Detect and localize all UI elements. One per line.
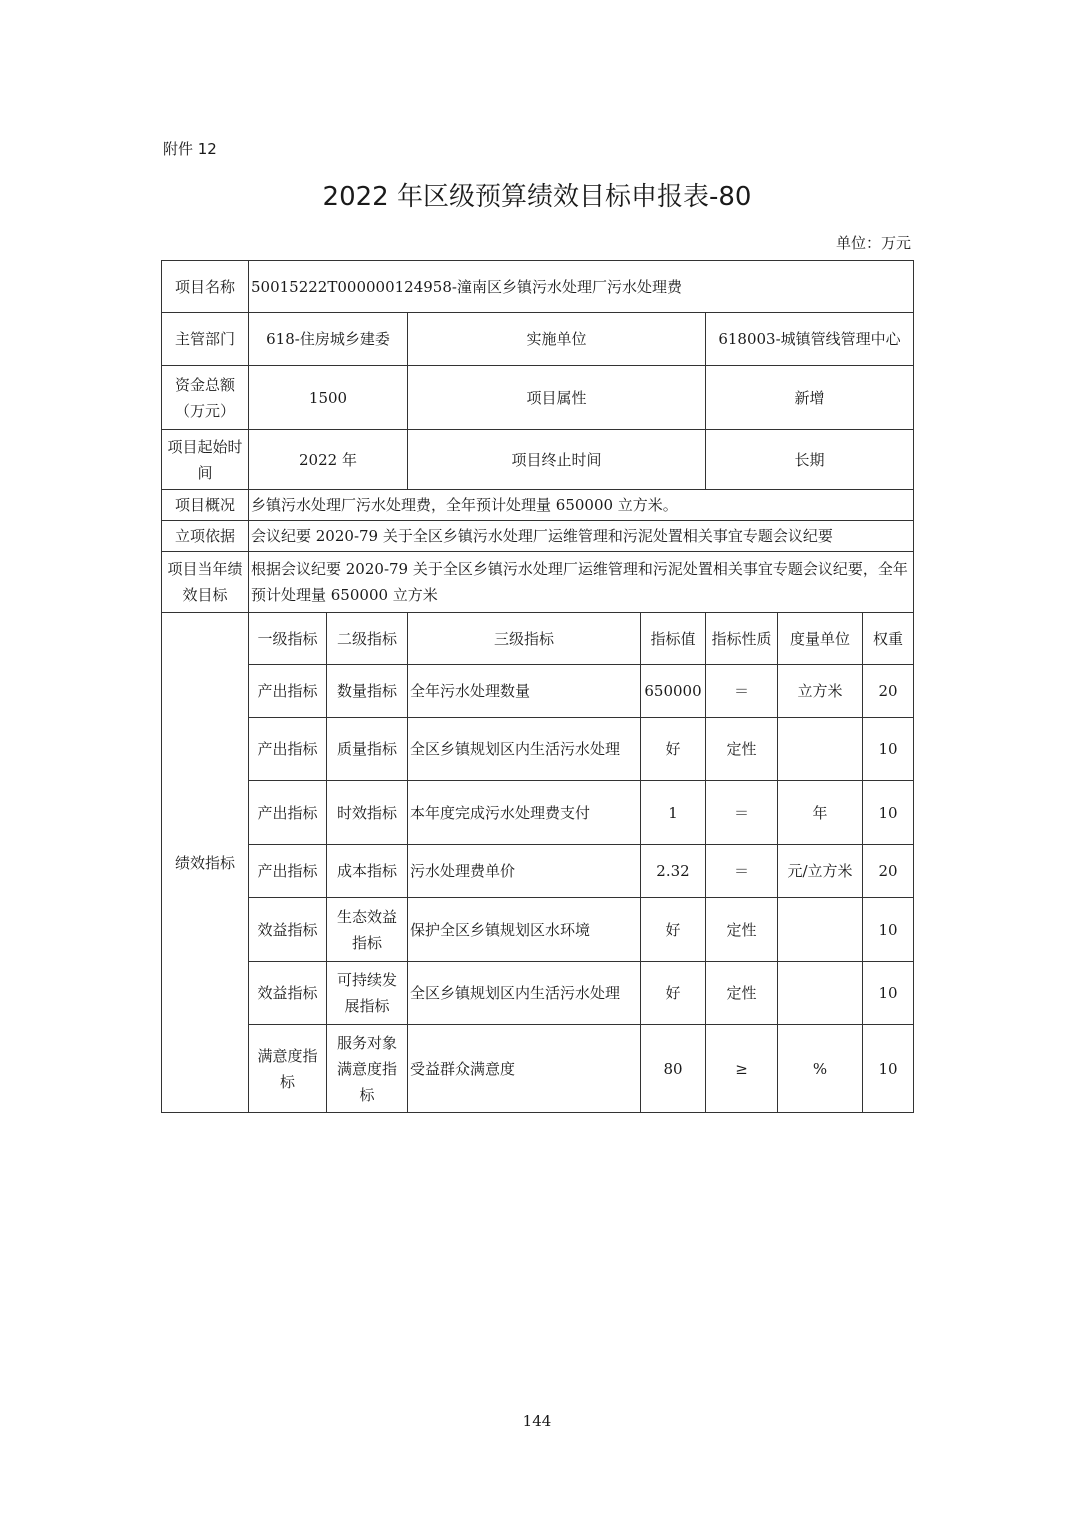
level1-cell: 产出指标	[249, 718, 327, 781]
nature-cell: 定性	[706, 898, 778, 962]
nature-cell: ＝	[706, 665, 778, 718]
table-row	[162, 781, 914, 845]
table-row	[162, 718, 914, 781]
project-name: 50015222T000000124958-潼南区乡镇污水处理厂污水处理费	[249, 261, 914, 313]
level2-cell: 生态效益指标	[327, 898, 408, 962]
value-cell: 2.32	[641, 845, 706, 898]
weight-cell: 20	[863, 845, 914, 898]
header-cell: 指标性质	[706, 613, 778, 665]
goal-label: 项目当年绩 效目标	[162, 552, 249, 613]
level3-cell: 全区乡镇规划区内生活污水处理	[408, 962, 641, 1025]
table-row	[162, 898, 914, 962]
table-row	[162, 962, 914, 1025]
level3-cell: 受益群众满意度	[408, 1025, 641, 1113]
impl-label: 实施单位	[408, 313, 706, 366]
overview-value: 乡镇污水处理厂污水处理费，全年预计处理量 650000 立方米。	[249, 490, 914, 521]
unit-cell: 立方米	[778, 665, 863, 718]
end-value: 长期	[706, 430, 914, 490]
table-row	[162, 1025, 914, 1113]
value-cell: 80	[641, 1025, 706, 1113]
end-label: 项目终止时间	[408, 430, 706, 490]
header-cell: 指标值	[641, 613, 706, 665]
unit-cell	[778, 898, 863, 962]
attr-value: 新增	[706, 366, 914, 430]
level3-cell: 保护全区乡镇规划区水环境	[408, 898, 641, 962]
weight-cell: 10	[863, 718, 914, 781]
start-label: 项目起始时 间	[162, 430, 249, 490]
weight-cell: 10	[863, 1025, 914, 1113]
unit-cell	[778, 718, 863, 781]
basis-label: 立项依据	[162, 521, 249, 552]
unit-cell	[778, 962, 863, 1025]
dept-value: 618-住房城乡建委	[249, 313, 408, 366]
fund-value: 1500	[249, 366, 408, 430]
nature-cell: ≥	[706, 1025, 778, 1113]
fund-label: 资金总额 （万元）	[162, 366, 249, 430]
level3-cell: 全区乡镇规划区内生活污水处理	[408, 718, 641, 781]
value-cell: 好	[641, 718, 706, 781]
level2-cell: 可持续发展指标	[327, 962, 408, 1025]
value-cell: 好	[641, 898, 706, 962]
start-value: 2022 年	[249, 430, 408, 490]
level1-cell: 产出指标	[249, 845, 327, 898]
level1-cell: 产出指标	[249, 781, 327, 845]
weight-cell: 10	[863, 962, 914, 1025]
header-cell: 权重	[863, 613, 914, 665]
level2-cell: 质量指标	[327, 718, 408, 781]
header-cell: 二级指标	[327, 613, 408, 665]
level3-cell: 全年污水处理数量	[408, 665, 641, 718]
nature-cell: 定性	[706, 718, 778, 781]
weight-cell: 10	[863, 898, 914, 962]
level1-cell: 产出指标	[249, 665, 327, 718]
table-row	[162, 665, 914, 718]
weight-cell: 10	[863, 781, 914, 845]
level1-cell: 效益指标	[249, 898, 327, 962]
table-row	[162, 845, 914, 898]
level3-cell: 本年度完成污水处理费支付	[408, 781, 641, 845]
budget-performance-table	[161, 260, 914, 1113]
unit-cell: 年	[778, 781, 863, 845]
project-name-label: 项目名称	[162, 261, 249, 313]
unit-cell: %	[778, 1025, 863, 1113]
level2-cell: 服务对象满意度指标	[327, 1025, 408, 1113]
level1-cell: 效益指标	[249, 962, 327, 1025]
level2-cell: 时效指标	[327, 781, 408, 845]
header-cell: 一级指标	[249, 613, 327, 665]
header-cell: 度量单位	[778, 613, 863, 665]
level1-cell: 满意度指标	[249, 1025, 327, 1113]
value-cell: 好	[641, 962, 706, 1025]
impl-value: 618003-城镇管线管理中心	[706, 313, 914, 366]
nature-cell: ＝	[706, 845, 778, 898]
level2-cell: 成本指标	[327, 845, 408, 898]
basis-value: 会议纪要 2020-79 关于全区乡镇污水处理厂运维管理和污泥处置相关事宜专题会议纪要	[249, 521, 914, 552]
page-title: 2022 年区级预算绩效目标申报表-80	[322, 182, 752, 212]
overview-label: 项目概况	[162, 490, 249, 521]
nature-cell: ＝	[706, 781, 778, 845]
page-number: 144	[522, 1412, 552, 1430]
dept-label: 主管部门	[162, 313, 249, 366]
header-cell: 三级指标	[408, 613, 641, 665]
unit-cell: 元/立方米	[778, 845, 863, 898]
level2-cell: 数量指标	[327, 665, 408, 718]
nature-cell: 定性	[706, 962, 778, 1025]
level3-cell: 污水处理费单价	[408, 845, 641, 898]
value-cell: 1	[641, 781, 706, 845]
attachment-label: 附件 12	[163, 140, 217, 158]
value-cell: 650000	[641, 665, 706, 718]
weight-cell: 20	[863, 665, 914, 718]
attr-label: 项目属性	[408, 366, 706, 430]
unit-label: 单位：万元	[835, 234, 911, 252]
performance-section-label: 绩效指标	[162, 613, 249, 1113]
goal-value: 根据会议纪要 2020-79 关于全区乡镇污水处理厂运维管理和污泥处置相关事宜专题会议纪要，全年预计处理量 650000 立方米	[249, 552, 914, 613]
